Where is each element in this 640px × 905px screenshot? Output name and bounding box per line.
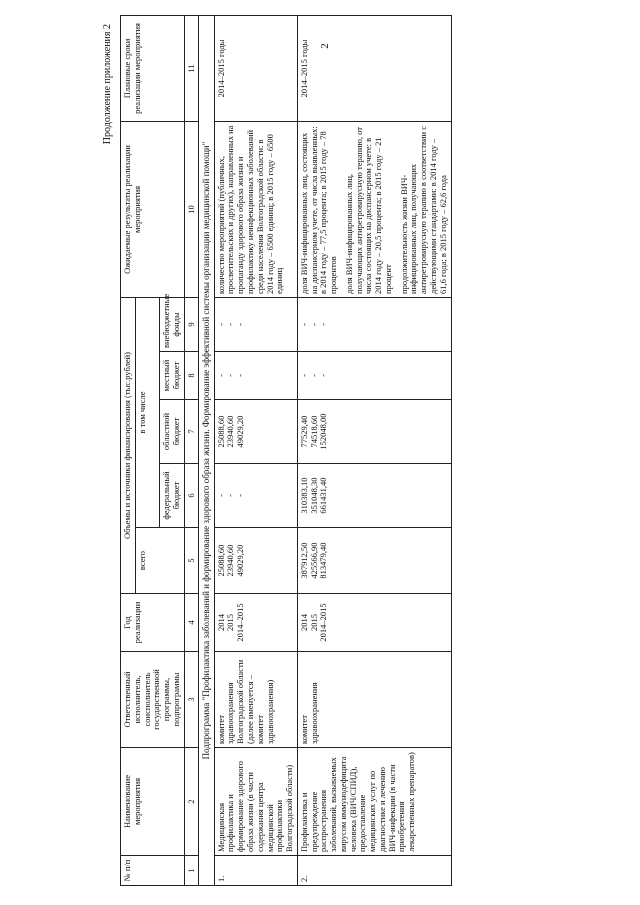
col-num: 6 bbox=[184, 464, 199, 528]
extra-value: - bbox=[318, 323, 329, 326]
extra-value: - bbox=[215, 323, 226, 326]
col-num: 3 bbox=[184, 652, 199, 748]
header-name: Наименование мероприятия bbox=[121, 748, 185, 856]
row-num: 1. bbox=[214, 856, 297, 886]
subprogram-title: Подпрограмма "Профилактика заболеваний и формирование здорового образа жизни. Формирование эффективной системы организации медицинской помощи" bbox=[199, 15, 214, 885]
regional-value: 49029,20 bbox=[235, 415, 246, 448]
header-results: Ожидаемые результаты реализации мероприятия bbox=[121, 121, 185, 297]
total-value: 23940,60 bbox=[225, 544, 236, 577]
col-num: 8 bbox=[184, 352, 199, 400]
row-num: 2. bbox=[297, 856, 451, 886]
row-executor: комитет здравоохранения Волгоградской области (далее именуется – комитет здравоохранения) bbox=[214, 652, 297, 748]
row-terms: 2014–2015 годы bbox=[297, 15, 451, 121]
total-value: 425566,90 bbox=[308, 542, 319, 579]
row-years bbox=[214, 594, 297, 652]
col-num: 9 bbox=[184, 297, 199, 351]
header-year: Год реализации bbox=[121, 594, 185, 652]
row-federal bbox=[297, 464, 451, 528]
result-item: доля ВИЧ-инфицированных лиц, получающих антиретровирусную терапию, от числа состоящих на диспансерном учете: в 2014 году – 20,5 процента; в 2015 году – 21 процент bbox=[343, 127, 393, 294]
continuation-title: Продолжение приложения 2 bbox=[102, 24, 113, 145]
year-value: 2014–2015 bbox=[235, 603, 246, 642]
extra-value: - bbox=[308, 323, 319, 326]
total-value: 25088,60 bbox=[215, 544, 226, 577]
funding-table bbox=[120, 15, 452, 886]
row-total bbox=[214, 528, 297, 594]
header-num: № п/п bbox=[121, 856, 185, 886]
local-value: - bbox=[225, 374, 236, 377]
row-local bbox=[297, 352, 451, 400]
local-value: - bbox=[318, 374, 329, 377]
total-value: 387912,50 bbox=[298, 542, 309, 579]
header-federal: федеральный бюджет bbox=[160, 464, 185, 528]
row-terms: 2014–2015 годы bbox=[214, 15, 297, 121]
subprogram-row bbox=[199, 15, 214, 885]
year-value: 2014 bbox=[298, 614, 309, 631]
row-federal bbox=[214, 464, 297, 528]
local-value: - bbox=[308, 374, 319, 377]
year-value: 2014–2015 bbox=[318, 603, 329, 642]
row-results bbox=[297, 121, 451, 297]
row-years bbox=[297, 594, 451, 652]
document-sheet bbox=[100, 16, 575, 886]
col-num: 10 bbox=[184, 121, 199, 297]
row-regional bbox=[214, 400, 297, 464]
header-total: всего bbox=[135, 528, 184, 594]
row-local bbox=[214, 352, 297, 400]
regional-value: 25088,60 bbox=[215, 415, 226, 448]
regional-value: 152048,00 bbox=[318, 413, 329, 450]
header-funding: Объемы и источники финансирования (тыс.рублей) bbox=[121, 297, 136, 593]
local-value: - bbox=[235, 374, 246, 377]
federal-value: - bbox=[225, 494, 236, 497]
col-num: 5 bbox=[184, 528, 199, 594]
table-row bbox=[297, 15, 451, 885]
page-number: 2 bbox=[319, 43, 331, 49]
result-item: продолжительность жизни ВИЧ-инфицированных лиц, получающих антиретровирусную терапию в соответствии с действующими стандартами: в 2014 году – 61,6 года; в 2015 году – 62,6 года bbox=[398, 126, 448, 294]
year-value: 2014 bbox=[215, 614, 226, 631]
total-value: 49029,20 bbox=[235, 544, 246, 577]
header-extra: внебюджетные фонды bbox=[160, 297, 185, 351]
extra-value: - bbox=[235, 323, 246, 326]
header-regional: областной бюджет bbox=[160, 400, 185, 464]
col-num: 1 bbox=[184, 856, 199, 886]
row-name: Медицинская профилактика и формирование здорового образа жизни (в части содержания центра медицинской профилактики Волгоградской области) bbox=[214, 748, 297, 856]
table-row bbox=[214, 15, 297, 885]
federal-value: - bbox=[235, 494, 246, 497]
regional-value: 23940,60 bbox=[225, 415, 236, 448]
federal-value: 351048,30 bbox=[308, 477, 319, 514]
col-num: 4 bbox=[184, 594, 199, 652]
total-value: 813479,40 bbox=[318, 542, 329, 579]
header-executor: Ответственный исполнитель, соисполнитель государственной программы, подпрограммы bbox=[121, 652, 185, 748]
header-including: в том числе bbox=[135, 297, 159, 527]
regional-value: 77529,40 bbox=[298, 415, 309, 448]
extra-value: - bbox=[298, 323, 309, 326]
row-name: Профилактика и предупреждение распространения заболеваний, вызываемых вирусом иммунодефицита человека (ВИЧ/СПИД), предоставление медицинских услуг по диагностике и лечению ВИЧ-инфекции (в части приобретения лекарственных препаратов) bbox=[297, 748, 451, 856]
row-extra bbox=[214, 297, 297, 351]
col-num: 2 bbox=[184, 748, 199, 856]
extra-value: - bbox=[225, 323, 236, 326]
regional-value: 74518,60 bbox=[308, 415, 319, 448]
header-local: местный бюджет bbox=[160, 352, 185, 400]
row-total bbox=[297, 528, 451, 594]
year-value: 2015 bbox=[225, 614, 236, 631]
result-item: доля ВИЧ-инфицированных лиц, состоящих на диспансерном учете, от числа выявленных: в 2014 году – 77,5 процента; в 2015 году – 78 процентов bbox=[298, 126, 339, 294]
column-number-row bbox=[184, 15, 199, 885]
federal-value: 310383,10 bbox=[298, 477, 309, 514]
row-results: количество мероприятий (публичных, просветительских и других), направленных на пропаганду здорового образа жизни и профилактику неинфекционных заболеваний среди населения Волгоградской области: в 2014 году – 6500 единиц; в 2015 году – 6500 единиц bbox=[214, 121, 297, 297]
header-row bbox=[121, 15, 136, 885]
local-value: - bbox=[215, 374, 226, 377]
federal-value: 661431,40 bbox=[318, 477, 329, 514]
row-regional bbox=[297, 400, 451, 464]
federal-value: - bbox=[215, 494, 226, 497]
col-num: 7 bbox=[184, 400, 199, 464]
row-executor: комитет здравоохранения bbox=[297, 652, 451, 748]
col-num: 11 bbox=[184, 15, 199, 121]
header-terms: Плановые сроки реализации мероприятия bbox=[121, 15, 185, 121]
year-value: 2015 bbox=[308, 614, 319, 631]
local-value: - bbox=[298, 374, 309, 377]
row-extra bbox=[297, 297, 451, 351]
